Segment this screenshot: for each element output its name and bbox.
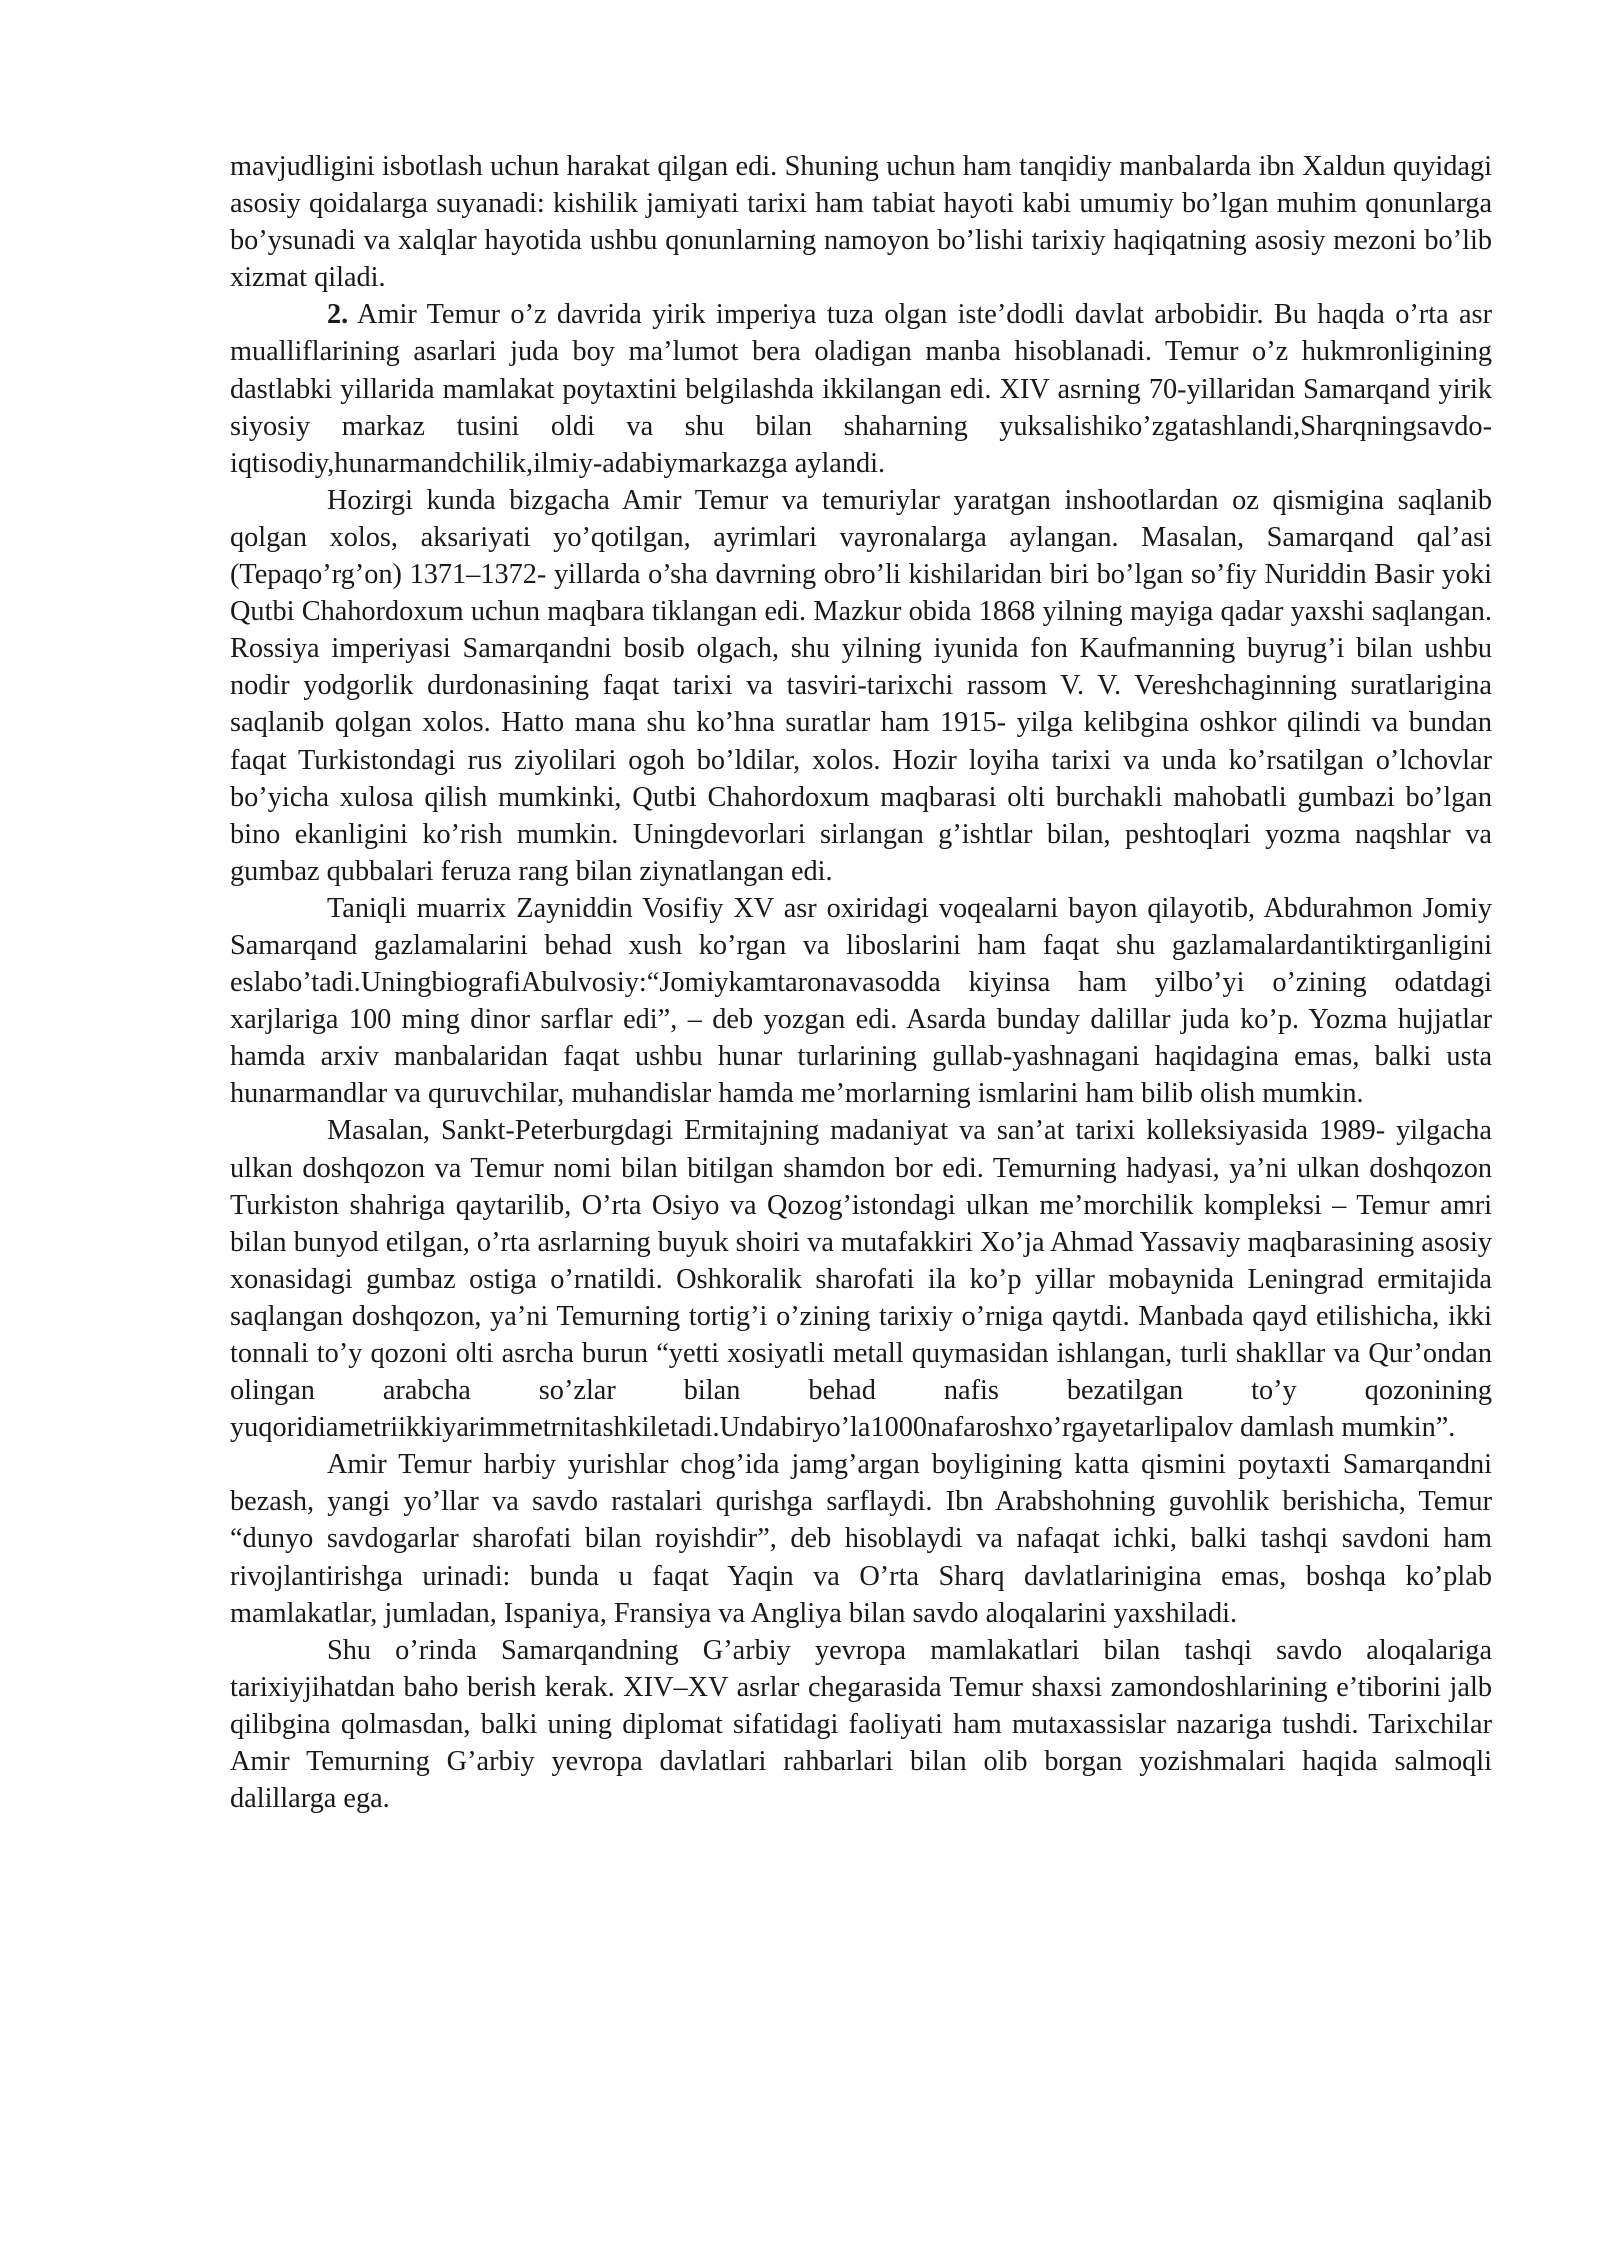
- paragraph-text: Amir Temur harbiy yurishlar chog’ida jamg’argan boyligining katta qismini poytaxti Samarqandni bezash, yangi yo’llar va savdo rastalari qurishga sarflaydi. Ibn Arabshohning guvohlik berishicha, Temur “dunyo savdogarlar sharofati bilan royishdir”, deb hisoblaydi va nafaqat ichki, balki tashqi savdoni ham rivojlantirishga urinadi: bunda u faqat Yaqin va O’rta Sharq davlatlarinigina emas, boshqa ko’plab mamlakatlar, jumladan, Ispaniya, Fransiya va Angliya bilan savdo aloqalarini yaxshiladi.: [230, 1449, 1492, 1629]
- section-number: 2.: [327, 299, 349, 331]
- paragraph-text: Hozirgi kunda bizgacha Amir Temur va temuriylar yaratgan inshootlardan oz qismigina saqlanib qolgan xolos, aksariyati yo’qotilgan, ayrimlari vayronalarga aylangan. Masalan, Samarqand qal’asi (Tepaqo’rg’on) 1371–1372- yillarda o’sha davrning obro’li kishilaridan biri bo’lgan so’fiy Nuriddin Basir yoki Qutbi Chahordoxum uchun maqbara tiklangan edi. Mazkur obida 1868 yilning mayiga qadar yaxshi saqlangan. Rossiya imperiyasi Samarqandni bosib olgach, shu yilning iyunida fon Kaufmanning buyrug’i bilan ushbu nodir yodgorlik durdonasining faqat tarixi va tasviri-tarixchi rassom V. V. Vereshchaginning suratlarigina saqlanib qolgan xolos. Hatto mana shu ko’hna suratlar ham 1915- yilga kelibgina oshkor qilindi va bundan faqat Turkistondagi rus ziyolilari ogoh bo’ldilar, xolos. Hozir loyiha tarixi va unda ko’rsatilgan o’lchovlar bo’yicha xulosa qilish mumkinki, Qutbi Chahordoxum maqbarasi olti burchakli mahobatli gumbazi bo’lgan bino ekanligini ko’rish mumkin. Uningdevorlari sirlangan g’ishtlar bilan, peshtoqlari yozma naqshlar va gumbaz qubbalari feruza rang bilan ziynatlangan edi.: [230, 484, 1492, 887]
- paragraph-ibn-xaldun: [230, 148, 1492, 296]
- paragraph-trade: [230, 1446, 1492, 1631]
- paragraph-text: Shu o’rinda Samarqandning G’arbiy yevropa mamlakatlari bilan tashqi savdo aloqalariga tarixiyjihatdan baho berish kerak. XIV–XV asrlar chegarasida Temur shaxsi zamondoshlarining e’tiborini jalb qilibgina qolmasdan, balki uning diplomat sifatidagi faoliyati ham mutaxassislar nazariga tushdi. Tarixchilar Amir Temurning G’arbiy yevropa davlatlari rahbarlari bilan olib borgan yozishmalari haqida salmoqli dalillarga ega.: [230, 1634, 1492, 1815]
- document-page: [230, 148, 1492, 1817]
- paragraph-ermitage: [230, 1112, 1492, 1446]
- paragraph-text: mavjudligini isbotlash uchun harakat qilgan edi. Shuning uchun ham tanqidiy manbalarda ibn Xaldun quyidagi asosiy qoidalarga suyanadi: kishilik jamiyati tarixi ham tabiat hayoti kabi umumiy bo’lgan muhim qonunlarga bo’ysunadi va xalqlar hayotida ushbu qonunlarning namoyon bo’lishi tarixiy haqiqatning asosiy mezoni bo’lib xizmat qiladi.: [230, 151, 1492, 294]
- paragraph-text: Taniqli muarrix Zayniddin Vosifiy XV asr oxiridagi voqealarni bayon qilayotib, Abdurahmon Jomiy Samarqand gazlamalarini behad xush ko’rgan va liboslarini ham faqat shu gazlamalardantiktirganligini eslabo’tadi.UningbiografiAbulvosiy:“Jomiykamtaronavasodda kiyinsa ham yilbo’yi o’zining odatdagi xarjlariga 100 ming dinor sarflar edi”, – deb yozgan edi. Asarda bunday dalillar juda ko’p. Yozma hujjatlar hamda arxiv manbalaridan faqat ushbu hunar turlarining gullab-yashnagani haqidagina emas, balki usta hunarmandlar va quruvchilar, muhandislar hamda me’morlarning ismlarini ham bilib olish mumkin.: [230, 892, 1492, 1110]
- paragraph-monuments: [230, 482, 1492, 890]
- paragraph-vosifiy: [230, 890, 1492, 1113]
- paragraph-amir-temur-capital: [230, 296, 1492, 481]
- paragraph-western-europe: [230, 1632, 1492, 1817]
- paragraph-text: Masalan, Sankt-Peterburgdagi Ermitajning madaniyat va san’at tarixi kolleksiyasida 1989- yilgacha ulkan doshqozon va Temur nomi bilan bitilgan shamdon bor edi. Temurning hadyasi, ya’ni ulkan doshqozon Turkiston shahriga qaytarilib, O’rta Osiyo va Qozog’istondagi ulkan me’morchilik kompleksi – Temur amri bilan bunyod etilgan, o’rta asrlarning buyuk shoiri va mutafakkiri Xo’ja Ahmad Yassaviy maqbarasining asosiy xonasidagi gumbaz ostiga o’rnatildi. Oshkoralik sharofati ila ko’p yillar mobaynida Leningrad ermitajida saqlangan doshqozon, ya’ni Temurning tortig’i o’zining tarixiy o’rniga qaytdi. Manbada qayd etilishicha, ikki tonnali to’y qozoni olti asrcha burun “yetti xosiyatli metall quymasidan ishlangan, turli shakllar va Qur’ondan olingan arabcha so’zlar bilan behad nafis bezatilgan to’y qozonining yuqoridiametriikkiyarimmetrnitashkiletadi.Undabiryo’la1000nafaroshxo’rgayetarlipalov damlash mumkin”.: [230, 1115, 1492, 1444]
- paragraph-text: Amir Temur o’z davrida yirik imperiya tuza olgan iste’dodli davlat arbobidir. Bu haqda o’rta asr mualliflarining asarlari juda boy ma’lumot bera oladigan manba hisoblanadi. Temur o’z hukmronligining dastlabki yillarida mamlakat poytaxtini belgilashda ikkilangan edi. XIV asrning 70-yillaridan Samarqand yirik siyosiy markaz tusini oldi va shu bilan shaharning yuksalishiko’zgatashlandi,Sharqningsavdo-iqtisodiy,hunarmandchilik,ilmiy-adabiymarkazga aylandi.: [230, 299, 1492, 479]
